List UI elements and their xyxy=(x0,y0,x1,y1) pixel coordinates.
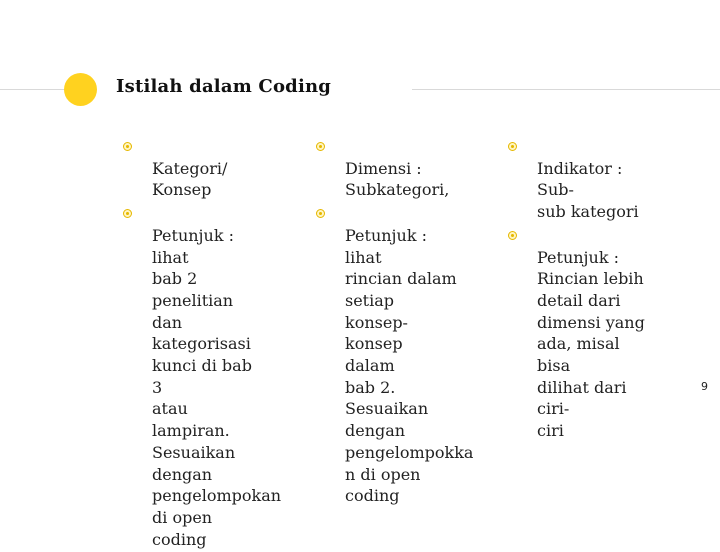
bullet-icon xyxy=(508,142,517,151)
list-item-text: Indikator : Sub- sub kategori xyxy=(537,158,639,222)
page-number: 9 xyxy=(701,380,708,393)
list-item xyxy=(499,136,649,223)
title-rule-right xyxy=(412,89,720,90)
list-item xyxy=(114,136,264,201)
list-item-text: Petunjuk : lihat bab 2 penelitian dan kategorisasi kunci di bab 3 atau lampiran. Sesuaikan dengan pengelompokan di open coding xyxy=(152,225,282,549)
title-rule-left xyxy=(0,89,66,90)
list-item-text: Dimensi : Subkategori, xyxy=(345,158,450,200)
bullet-icon xyxy=(508,231,517,240)
bullet-icon xyxy=(316,142,325,151)
bullet-icon xyxy=(316,209,325,218)
list-item xyxy=(307,203,474,507)
list-item xyxy=(499,225,649,442)
bullet-icon xyxy=(123,142,132,151)
list-item-text: Kategori/ Konsep xyxy=(152,158,228,200)
column-2 xyxy=(307,136,474,509)
bullet-icon xyxy=(123,209,132,218)
slide-title: Istilah dalam Coding xyxy=(116,76,332,97)
column-1 xyxy=(114,136,282,552)
list-item-text: Petunjuk : Rincian lebih detail dari dimensi yang ada, misal bisa dilihat dari ciri- ciri xyxy=(537,247,645,441)
list-item xyxy=(114,203,282,550)
list-item xyxy=(307,136,457,201)
column-3 xyxy=(499,136,649,444)
list-item-text: Petunjuk : lihat rincian dalam setiap konsep- konsep dalam bab 2. Sesuaikan dengan pengelompokka n di open coding xyxy=(345,225,474,506)
title-accent-dot xyxy=(64,73,97,106)
